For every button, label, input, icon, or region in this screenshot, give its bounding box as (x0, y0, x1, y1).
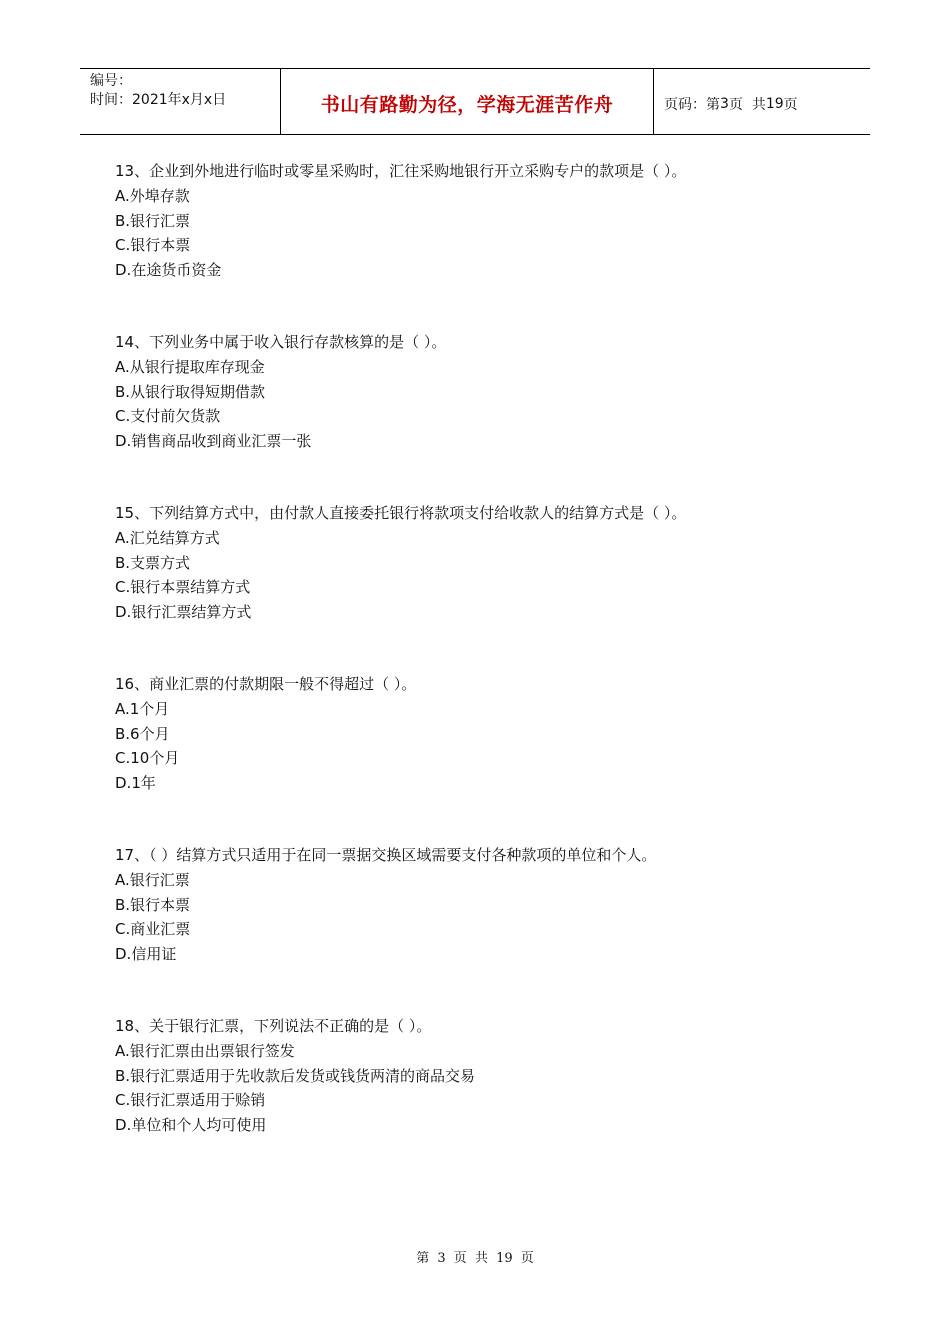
option-b: B.支票方式 (115, 553, 191, 572)
option-d: D.在途货币资金 (115, 261, 222, 280)
option-b: B.从银行取得短期借款 (115, 382, 266, 401)
option-a: A.银行汇票由出票银行签发 (115, 1041, 295, 1060)
footer-prefix: 第 (416, 1251, 430, 1266)
footer-suffix: 页 (520, 1251, 534, 1266)
question-list (115, 159, 835, 1185)
option-c: C.10个月 (115, 749, 180, 768)
page-footer (0, 1247, 950, 1266)
question-16 (115, 672, 835, 796)
option-b: B.银行汇票 (115, 211, 191, 230)
header-page-info (654, 69, 870, 134)
option-d: D.银行汇票结算方式 (115, 603, 252, 622)
option-d: D.信用证 (115, 945, 177, 964)
option-c: C.支付前欠货款 (115, 407, 221, 426)
option-c: C.银行本票结算方式 (115, 578, 251, 597)
header-motto: 书山有路勤为径，学海无涯苦作舟 (281, 69, 654, 134)
page-middle: 页 共 (728, 96, 766, 113)
option-c: C.银行本票 (115, 236, 191, 255)
question-stem: 18、关于银行汇票，下列说法不正确的是（ ）。 (115, 1016, 432, 1035)
question-stem: 14、下列业务中属于收入银行存款核算的是（ ）。 (115, 332, 447, 351)
option-d: D.销售商品收到商业汇票一张 (115, 432, 312, 451)
option-a: A.从银行提取库存现金 (115, 357, 265, 376)
footer-total: 19 (496, 1251, 513, 1266)
question-stem: 15、下列结算方式中，由付款人直接委托银行将款项支付给收款人的结算方式是（ ）。 (115, 503, 687, 522)
question-14 (115, 330, 835, 454)
option-b: B.6个月 (115, 724, 170, 743)
option-b: B.银行本票 (115, 895, 191, 914)
option-b: B.银行汇票适用于先收款后发货或钱货两清的商品交易 (115, 1066, 476, 1085)
page-prefix: 页码：第 (664, 96, 720, 113)
footer-middle: 页 共 (453, 1251, 488, 1266)
page-header (80, 68, 870, 135)
option-a: A.银行汇票 (115, 870, 190, 889)
question-15 (115, 501, 835, 625)
option-c: C.商业汇票 (115, 920, 191, 939)
document-number-label: 编号： (90, 73, 132, 89)
option-c: C.银行汇票适用于赊销 (115, 1091, 266, 1110)
page-total: 19 (765, 95, 784, 112)
question-18 (115, 1014, 835, 1138)
option-a: A.汇兑结算方式 (115, 528, 220, 547)
question-stem: 13、企业到外地进行临时或零星采购时，汇往采购地银行开立采购专户的款项是（ ）。 (115, 162, 687, 180)
option-d: D.1年 (115, 774, 156, 793)
footer-current: 3 (437, 1251, 446, 1266)
option-a: A.1个月 (115, 699, 170, 718)
question-stem: 17、（ ）结算方式只适用于在同一票据交换区域需要支付各种款项的单位和个人。 (115, 845, 657, 864)
document-time-label: 时间：2021年x月x日 (90, 92, 227, 108)
page-suffix: 页 (783, 96, 798, 113)
question-stem: 16、商业汇票的付款期限一般不得超过（ ）。 (115, 674, 417, 693)
page-current: 3 (720, 95, 729, 112)
question-13 (115, 159, 835, 283)
question-17 (115, 843, 835, 967)
header-meta (80, 69, 281, 134)
option-a: A.外埠存款 (115, 186, 190, 205)
option-d: D.单位和个人均可使用 (115, 1116, 267, 1135)
